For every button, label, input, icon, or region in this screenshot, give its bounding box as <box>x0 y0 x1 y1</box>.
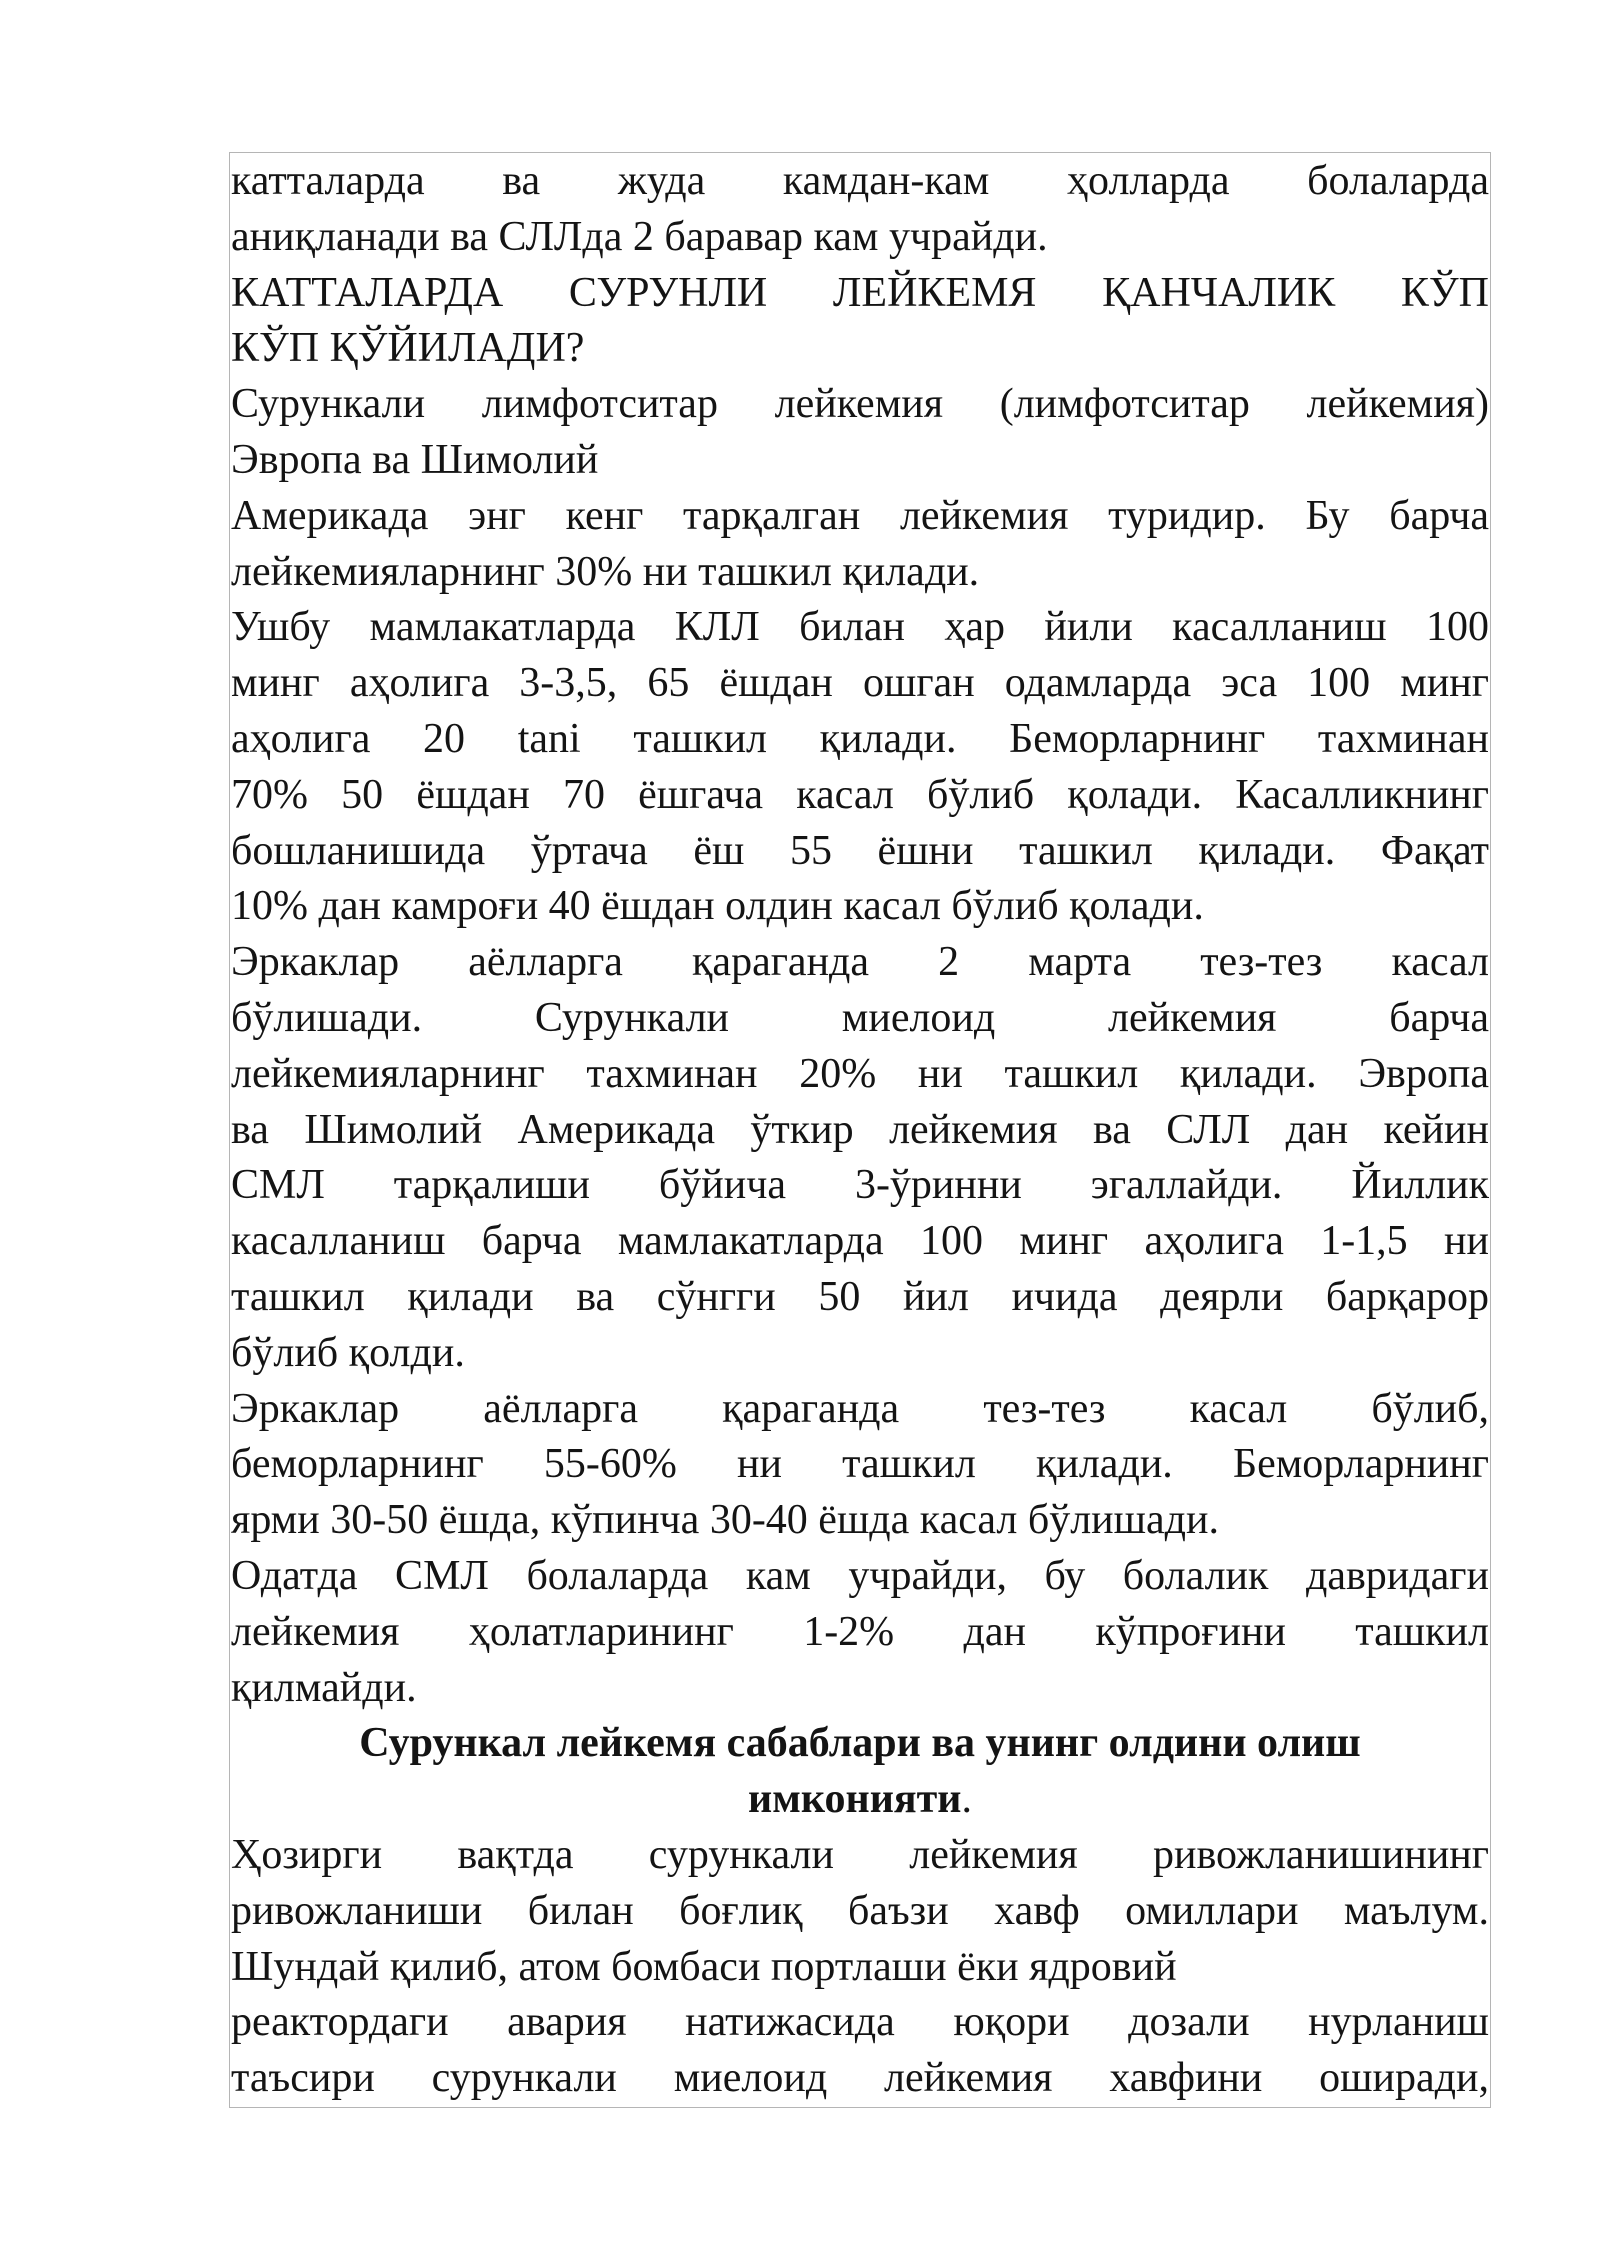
document-body <box>231 154 1489 2107</box>
section-heading-word: имконияти <box>748 1776 962 1823</box>
text-line: лейкемияларнинг тахминан 20% ни ташкил қилади. Эвропа <box>231 1050 1489 1097</box>
text-line: Ушбу мамлакатларда КЛЛ билан ҳар йили касалланиш 100 <box>231 604 1489 651</box>
text-line: лейкемия ҳолатларининг 1-2% дан кўпроғини ташкил <box>231 1608 1489 1655</box>
text-line: аҳолига 20 tani ташкил қилади. Беморларнинг тахминан <box>231 715 1489 762</box>
text-line: 10% дан камроғи 40 ёшдан олдин касал бўлиб қолади. <box>231 883 1204 930</box>
text-line: бўлишади. Сурункали миелоид лейкемия барча <box>231 994 1489 1041</box>
text-line: аниқланади ва СЛЛда 2 баравар кам учрайди. <box>231 213 1048 260</box>
text-line: Эркаклар аёлларга қараганда 2 марта тез-тез касал <box>231 939 1489 986</box>
text-line: ва Шимолий Америкада ўткир лейкемия ва СЛЛ дан кейин <box>231 1106 1489 1153</box>
heading-period: . <box>961 1776 972 1823</box>
text-line: Эвропа ва Шимолий <box>231 436 599 483</box>
text-line: бўлиб қолди. <box>231 1329 465 1376</box>
text-line: ярми 30-50 ёшда, кўпинча 30-40 ёшда касал бўлишади. <box>231 1497 1219 1544</box>
section-question-line: КАТТАЛАРДА СУРУНЛИ ЛЕЙКЕМЯ ҚАНЧАЛИК КЎП <box>231 269 1489 316</box>
text-line: Одатда СМЛ болаларда кам учрайди, бу болалик давридаги <box>231 1552 1489 1599</box>
text-line: 70% 50 ёшдан 70 ёшгача касал бўлиб қолади. Касалликнинг <box>231 771 1489 818</box>
text-line: Шундай қилиб, атом бомбаси портлаши ёки ядровий <box>231 1943 1177 1990</box>
text-line: катталарда ва жуда камдан-кам ҳолларда болаларда <box>231 158 1489 204</box>
text-line: Эркаклар аёлларга қараганда тез-тез касал бўлиб, <box>231 1385 1489 1432</box>
text-line: бошланишида ўртача ёш 55 ёшни ташкил қилади. Фақат <box>231 827 1489 874</box>
text-line: СМЛ тарқалиши бўйича 3-ўринни эгаллайди. Йиллик <box>231 1162 1489 1209</box>
text-line: Ҳозирги вақтда сурункали лейкемия ривожланишининг <box>231 1831 1489 1878</box>
text-line: беморларнинг 55-60% ни ташкил қилади. Беморларнинг <box>231 1441 1489 1488</box>
text-line: ташкил қилади ва сўнгги 50 йил ичида деярли барқарор <box>231 1273 1489 1320</box>
section-question-line: КЎП ҚЎЙИЛАДИ? <box>231 325 585 372</box>
text-line: лейкемияларнинг 30% ни ташкил қилади. <box>231 548 980 595</box>
text-line: таъсири сурункали миелоид лейкемия хавфини оширади, <box>231 2055 1489 2102</box>
page-frame <box>229 152 1491 2108</box>
text-line: қилмайди. <box>231 1664 417 1711</box>
text-line: касалланиш барча мамлакатларда 100 минг аҳолига 1-1,5 ни <box>231 1218 1489 1265</box>
section-heading: Сурункал лейкемя сабаблари ва унинг олдини олиш <box>359 1720 1361 1767</box>
text-line: реактордаги авария натижасида юқори дозали нурланиш <box>231 1999 1489 2046</box>
text-line: Сурункали лимфотситар лейкемия (лимфотситар лейкемия) <box>231 381 1489 428</box>
section-heading-line <box>231 1772 1489 1828</box>
text-line: Америкада энг кенг тарқалган лейкемия туридир. Бу барча <box>231 492 1489 539</box>
text-line: ривожланиши билан боғлиқ баъзи хавф омиллари маълум. <box>231 1887 1489 1934</box>
text-line: минг аҳолига 3-3,5, 65 ёшдан ошган одамларда эса 100 минг <box>231 660 1489 707</box>
